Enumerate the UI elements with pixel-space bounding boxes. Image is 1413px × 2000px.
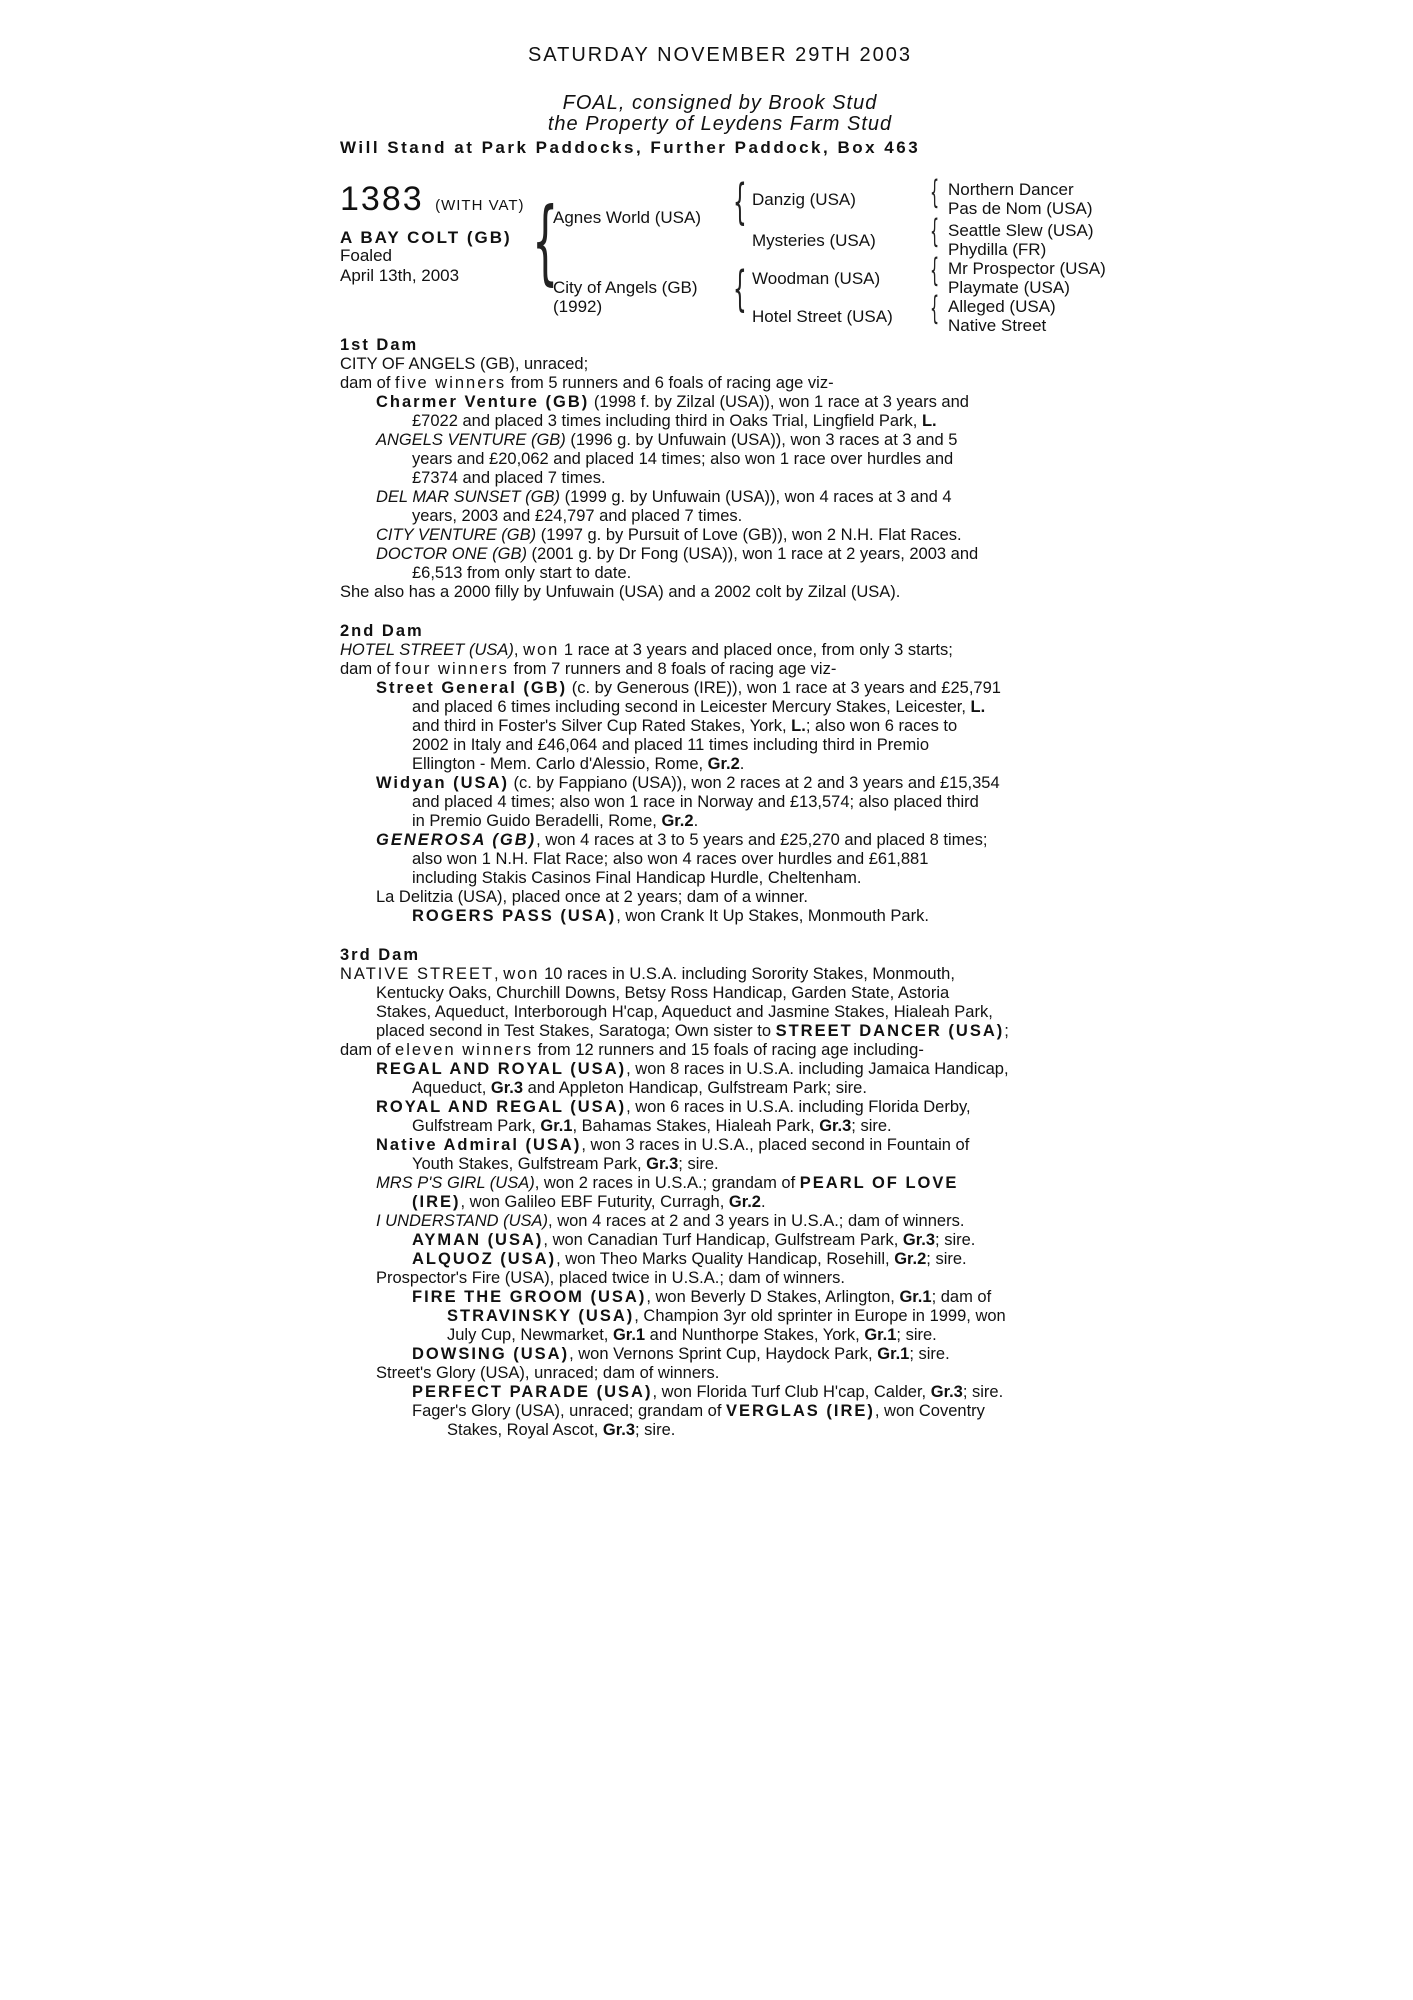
text: , won Coventry xyxy=(874,1402,985,1420)
text: , won Galileo EBF Futurity, Curragh, xyxy=(460,1193,729,1211)
dam-note: She also has a 2000 filly by Unfuwain (USA) and a 2002 colt by Zilzal (USA). xyxy=(340,583,901,601)
produce-entry xyxy=(340,1383,1100,1402)
section-heading: 1st Dam xyxy=(340,336,419,354)
horse-name: ROYAL AND REGAL (USA) xyxy=(376,1098,627,1116)
foaled-label: Foaled xyxy=(340,246,392,265)
race-grade: Gr.1 xyxy=(612,1326,646,1344)
foaled-date-value: April 13th, 2003 xyxy=(340,266,460,285)
text: , won Theo Marks Quality Handicap, Rosehill, xyxy=(556,1250,895,1268)
text: and Nunthorpe Stakes, York, xyxy=(645,1326,865,1344)
race-grade: L. xyxy=(921,412,937,430)
horse-name: FIRE THE GROOM (USA) xyxy=(412,1288,647,1306)
text: from 5 runners and 6 foals of racing age viz- xyxy=(506,374,834,392)
text: (2001 g. by Dr Fong (USA)), won 1 race at 2 years, 2003 and xyxy=(526,545,979,563)
produce-entry xyxy=(340,1212,1100,1231)
produce-entry: Street's Glory (USA), unraced; dam of winners. xyxy=(376,1364,720,1382)
produce-entry-cont xyxy=(340,1421,1100,1440)
produce-entry xyxy=(340,831,1100,850)
horse-name: REGAL AND ROYAL (USA) xyxy=(376,1060,627,1078)
pedigree-brace: { xyxy=(930,212,940,250)
produce-entry-cont xyxy=(340,1155,1100,1174)
race-grade: Gr.2 xyxy=(661,812,694,830)
pedigree-ggd: Playmate (USA) xyxy=(948,278,1070,297)
produce-entry-cont xyxy=(340,1307,1100,1326)
produce-entry xyxy=(340,1402,1100,1421)
text: (c. by Fappiano (USA)), won 2 races at 2 and 3 years and £15,354 xyxy=(508,774,1000,792)
text: ; sire. xyxy=(935,1231,976,1249)
race-grade: Gr.1 xyxy=(540,1117,573,1135)
horse-name: Street General (GB) xyxy=(376,679,568,697)
text: won xyxy=(523,641,560,659)
text: , Champion 3yr old sprinter in Europe in 1999, won xyxy=(634,1307,1006,1325)
pedigree-granddam: Hotel Street (USA) xyxy=(752,307,893,326)
text: ; sire. xyxy=(678,1155,719,1173)
produce-entry xyxy=(340,1250,1100,1269)
pedigree-granddam: Mysteries (USA) xyxy=(752,231,876,250)
text: , won 3 races in U.S.A., placed second in Fountain of xyxy=(581,1136,970,1154)
pedigree-ggs: Seattle Slew (USA) xyxy=(948,221,1094,240)
race-grade: Gr.1 xyxy=(877,1345,910,1363)
text: ; sire. xyxy=(926,1250,967,1268)
text: , won Canadian Turf Handicap, Gulfstream Park, xyxy=(543,1231,903,1249)
produce-entry xyxy=(340,774,1100,793)
text: ; sire. xyxy=(909,1345,950,1363)
text: ; sire. xyxy=(635,1421,676,1439)
text: ; sire. xyxy=(851,1117,892,1135)
produce-entry xyxy=(340,545,1100,564)
stabling-location: Will Stand at Park Paddocks, Further Paddock, Box 463 xyxy=(340,138,921,157)
text: dam of xyxy=(340,1041,396,1059)
lot-number-value: 1383 xyxy=(340,180,424,218)
horse-name: STRAVINSKY (USA) xyxy=(447,1307,635,1325)
winner-count: five winners xyxy=(395,374,507,392)
dam-produce-summary xyxy=(340,660,1100,679)
first-dam-section xyxy=(340,336,1100,602)
text: dam of xyxy=(340,374,396,392)
text: Fager's Glory (USA), unraced; grandam of xyxy=(412,1402,727,1420)
dam-line xyxy=(340,965,1100,984)
pedigree-ggd: Phydilla (FR) xyxy=(948,240,1047,259)
horse-name: PERFECT PARADE (USA) xyxy=(412,1383,653,1401)
produce-entry xyxy=(340,1174,1100,1193)
section-heading: 3rd Dam xyxy=(340,946,421,964)
race-grade: Gr.3 xyxy=(902,1231,936,1249)
produce-entry-cont: years, 2003 and £24,797 and placed 7 times. xyxy=(412,507,743,525)
text: from 12 runners and 15 foals of racing age including- xyxy=(533,1041,924,1059)
text: , Bahamas Stakes, Hialeah Park, xyxy=(572,1117,820,1135)
text: , won 8 races in U.S.A. including Jamaica Handicap, xyxy=(626,1060,1009,1078)
text: placed second in Test Stakes, Saratoga; Own sister to xyxy=(376,1022,776,1040)
second-dam-section xyxy=(340,622,1100,926)
horse-name: ANGELS VENTURE (GB) xyxy=(376,431,566,449)
text: July Cup, Newmarket, xyxy=(447,1326,613,1344)
pedigree-brace: { xyxy=(532,188,559,295)
pedigree-ggs: Mr Prospector (USA) xyxy=(948,259,1106,278)
consignor-line: FOAL, consigned by Brook Stud xyxy=(562,92,878,114)
pedigree-brace: { xyxy=(930,289,940,327)
produce-entry-cont: £6,513 from only start to date. xyxy=(412,564,632,582)
horse-name: Widyan (USA) xyxy=(376,774,509,792)
pedigree-grandsire: Woodman (USA) xyxy=(752,269,881,288)
race-grade: Gr.2 xyxy=(728,1193,761,1211)
dam-line-cont: Kentucky Oaks, Churchill Downs, Betsy Ross Handicap, Garden State, Astoria xyxy=(376,984,950,1002)
horse-name: VERGLAS (IRE) xyxy=(726,1402,875,1420)
produce-entry-cont: £7374 and placed 7 times. xyxy=(412,469,606,487)
section-heading: 2nd Dam xyxy=(340,622,424,640)
produce-entry xyxy=(340,679,1100,698)
text: 1 race at 3 years and placed once, from only 3 starts; xyxy=(559,641,953,659)
text: in Premio Guido Beradelli, Rome, xyxy=(412,812,662,830)
text: , won Beverly D Stakes, Arlington, xyxy=(646,1288,900,1306)
text: Ellington - Mem. Carlo d'Alessio, Rome, xyxy=(412,755,708,773)
dam-produce-summary xyxy=(340,374,1100,393)
produce-entry: Prospector's Fire (USA), placed twice in U.S.A.; dam of winners. xyxy=(376,1269,845,1287)
text: ; xyxy=(1004,1022,1009,1040)
text: won xyxy=(503,965,540,983)
text: Stakes, Royal Ascot, xyxy=(447,1421,603,1439)
text: Gulfstream Park, xyxy=(412,1117,541,1135)
pedigree-brace: { xyxy=(733,261,747,317)
race-grade: Gr.1 xyxy=(864,1326,897,1344)
produce-entry-cont xyxy=(340,812,1100,831)
horse-origin: (IRE) xyxy=(412,1193,461,1211)
pedigree-ggd: Native Street xyxy=(948,316,1047,335)
horse-name: Native Admiral (USA) xyxy=(376,1136,582,1154)
produce-entry xyxy=(340,488,1100,507)
horse-name: I UNDERSTAND (USA) xyxy=(376,1212,549,1230)
text: ; sire. xyxy=(962,1383,1004,1401)
produce-entry-cont: years and £20,062 and placed 14 times; also won 1 race over hurdles and xyxy=(412,450,954,468)
dam-produce-summary xyxy=(340,1041,1100,1060)
produce-entry xyxy=(340,907,1100,926)
horse-name: ALQUOZ (USA) xyxy=(412,1250,557,1268)
text: (1997 g. by Pursuit of Love (GB)), won 2 N.H. Flat Races. xyxy=(536,526,962,544)
produce-entry xyxy=(340,431,1100,450)
dam-line-cont: Stakes, Aqueduct, Interborough H'cap, Aqueduct and Jasmine Stakes, Hialeah Park, xyxy=(376,1003,993,1021)
pedigree-brace: { xyxy=(930,251,940,289)
pedigree-brace: { xyxy=(930,173,940,211)
horse-name: Charmer Venture (GB) xyxy=(376,393,590,411)
lot-number xyxy=(340,180,525,219)
text: ; sire. xyxy=(896,1326,937,1344)
text: , xyxy=(494,965,504,983)
horse-name: AYMAN (USA) xyxy=(412,1231,544,1249)
text: ; also won 6 races to xyxy=(805,717,958,735)
pedigree-dam xyxy=(553,278,698,316)
horse-name: DOWSING (USA) xyxy=(412,1345,570,1363)
text: , won Florida Turf Club H'cap, Calder, xyxy=(652,1383,931,1401)
text: and third in Foster's Silver Cup Rated Stakes, York, xyxy=(412,717,792,735)
dam-line: CITY OF ANGELS (GB), unraced; xyxy=(340,355,589,373)
race-grade: Gr.3 xyxy=(646,1155,679,1173)
produce-entry-cont: and placed 4 times; also won 1 race in Norway and £13,574; also placed third xyxy=(412,793,979,811)
produce-entry xyxy=(340,1288,1100,1307)
text: £7022 and placed 3 times including third in Oaks Trial, Lingfield Park, xyxy=(412,412,922,430)
produce-entry-cont: also won 1 N.H. Flat Race; also won 4 races over hurdles and £61,881 xyxy=(412,850,929,868)
winner-count: four winners xyxy=(395,660,509,678)
produce-entry-cont xyxy=(340,1079,1100,1098)
text: , won Crank It Up Stakes, Monmouth Park. xyxy=(616,907,929,925)
text: , xyxy=(513,641,524,659)
horse-description: A BAY COLT (GB) xyxy=(340,228,512,247)
race-grade: Gr.3 xyxy=(819,1117,852,1135)
produce-entry-cont xyxy=(340,698,1100,717)
text: from 7 runners and 8 foals of racing age viz- xyxy=(508,660,837,678)
pedigree-brace: { xyxy=(733,174,747,230)
produce-entry-cont: including Stakis Casinos Final Handicap Hurdle, Cheltenham. xyxy=(412,869,862,887)
horse-name: CITY VENTURE (GB) xyxy=(376,526,537,544)
race-grade: L. xyxy=(970,698,986,716)
produce-entry-cont xyxy=(340,1326,1100,1345)
text: , won 2 races in U.S.A.; grandam of xyxy=(534,1174,800,1192)
text: and placed 6 times including second in Leicester Mercury Stakes, Leicester, xyxy=(412,698,971,716)
pedigree-grandsire: Danzig (USA) xyxy=(752,190,856,209)
produce-entry-cont xyxy=(340,717,1100,736)
text: . xyxy=(760,1193,766,1211)
race-grade: Gr.3 xyxy=(602,1421,636,1439)
pedigree-dam-year: (1992) xyxy=(553,297,603,316)
dam-line xyxy=(340,641,1100,660)
horse-name: STREET DANCER (USA) xyxy=(775,1022,1005,1040)
consignment-info xyxy=(340,93,1100,135)
produce-entry xyxy=(340,1345,1100,1364)
dam-line-cont xyxy=(340,1022,1100,1041)
text: Youth Stakes, Gulfstream Park, xyxy=(412,1155,647,1173)
text: , won 4 races at 3 to 5 years and £25,270 and placed 8 times; xyxy=(536,831,988,849)
horse-name: GENEROSA (GB) xyxy=(376,831,537,849)
produce-entry-cont xyxy=(340,1193,1100,1212)
text: and Appleton Handicap, Gulfstream Park; sire. xyxy=(523,1079,867,1097)
pedigree-ggs: Northern Dancer xyxy=(948,180,1074,199)
text: (c. by Generous (IRE)), won 1 race at 3 years and £25,791 xyxy=(567,679,1001,697)
race-grade: Gr.2 xyxy=(707,755,740,773)
text: (1996 g. by Unfuwain (USA)), won 3 races at 3 and 5 xyxy=(565,431,958,449)
horse-name: PEARL OF LOVE xyxy=(799,1174,959,1192)
text: , won Vernons Sprint Cup, Haydock Park, xyxy=(569,1345,878,1363)
produce-entry xyxy=(340,1231,1100,1250)
pedigree-ggs: Alleged (USA) xyxy=(948,297,1056,316)
produce-entry xyxy=(340,526,1100,545)
pedigree-dam-name: City of Angels (GB) xyxy=(553,278,698,297)
pedigree-sire: Agnes World (USA) xyxy=(553,208,702,227)
pedigree-ggd: Pas de Nom (USA) xyxy=(948,199,1093,218)
horse-name: DEL MAR SUNSET (GB) xyxy=(376,488,560,506)
produce-entry-cont: 2002 in Italy and £46,064 and placed 11 times including third in Premio xyxy=(412,736,930,754)
produce-entry-cont xyxy=(340,755,1100,774)
text: 10 races in U.S.A. including Sorority Stakes, Monmouth, xyxy=(539,965,955,983)
produce-entry xyxy=(340,1136,1100,1155)
owner-line: the Property of Leydens Farm Stud xyxy=(547,113,893,135)
text: , won 6 races in U.S.A. including Florida Derby, xyxy=(626,1098,971,1116)
produce-entry xyxy=(340,1060,1100,1079)
text: (1999 g. by Unfuwain (USA)), won 4 races at 3 and 4 xyxy=(559,488,952,506)
text: , won 4 races at 2 and 3 years in U.S.A.; dam of winners. xyxy=(548,1212,965,1230)
winner-count: eleven winners xyxy=(395,1041,534,1059)
race-grade: Gr.1 xyxy=(899,1288,932,1306)
produce-entry-cont xyxy=(340,412,1100,431)
text: dam of xyxy=(340,660,396,678)
horse-name: DOCTOR ONE (GB) xyxy=(376,545,527,563)
horse-name: HOTEL STREET (USA) xyxy=(340,641,514,659)
vat-note: (WITH VAT) xyxy=(435,197,525,214)
race-grade: L. xyxy=(791,717,806,735)
text: . xyxy=(739,755,745,773)
race-grade: Gr.3 xyxy=(930,1383,963,1401)
horse-name: ROGERS PASS (USA) xyxy=(412,907,617,925)
produce-entry: La Delitzia (USA), placed once at 2 years; dam of a winner. xyxy=(376,888,808,906)
text: ; dam of xyxy=(931,1288,992,1306)
race-grade: Gr.3 xyxy=(490,1079,523,1097)
produce-entry xyxy=(340,393,1100,412)
sale-date: SATURDAY NOVEMBER 29TH 2003 xyxy=(527,44,913,66)
text: Aqueduct, xyxy=(412,1079,491,1097)
horse-name: MRS P'S GIRL (USA) xyxy=(376,1174,535,1192)
text: . xyxy=(693,812,699,830)
third-dam-section xyxy=(340,946,1100,1440)
horse-name: NATIVE STREET xyxy=(340,965,495,983)
race-grade: Gr.2 xyxy=(894,1250,927,1268)
foaling-date xyxy=(340,246,459,286)
text: (1998 f. by Zilzal (USA)), won 1 race at 3 years and xyxy=(589,393,969,411)
produce-entry-cont xyxy=(340,1117,1100,1136)
produce-entry xyxy=(340,1098,1100,1117)
